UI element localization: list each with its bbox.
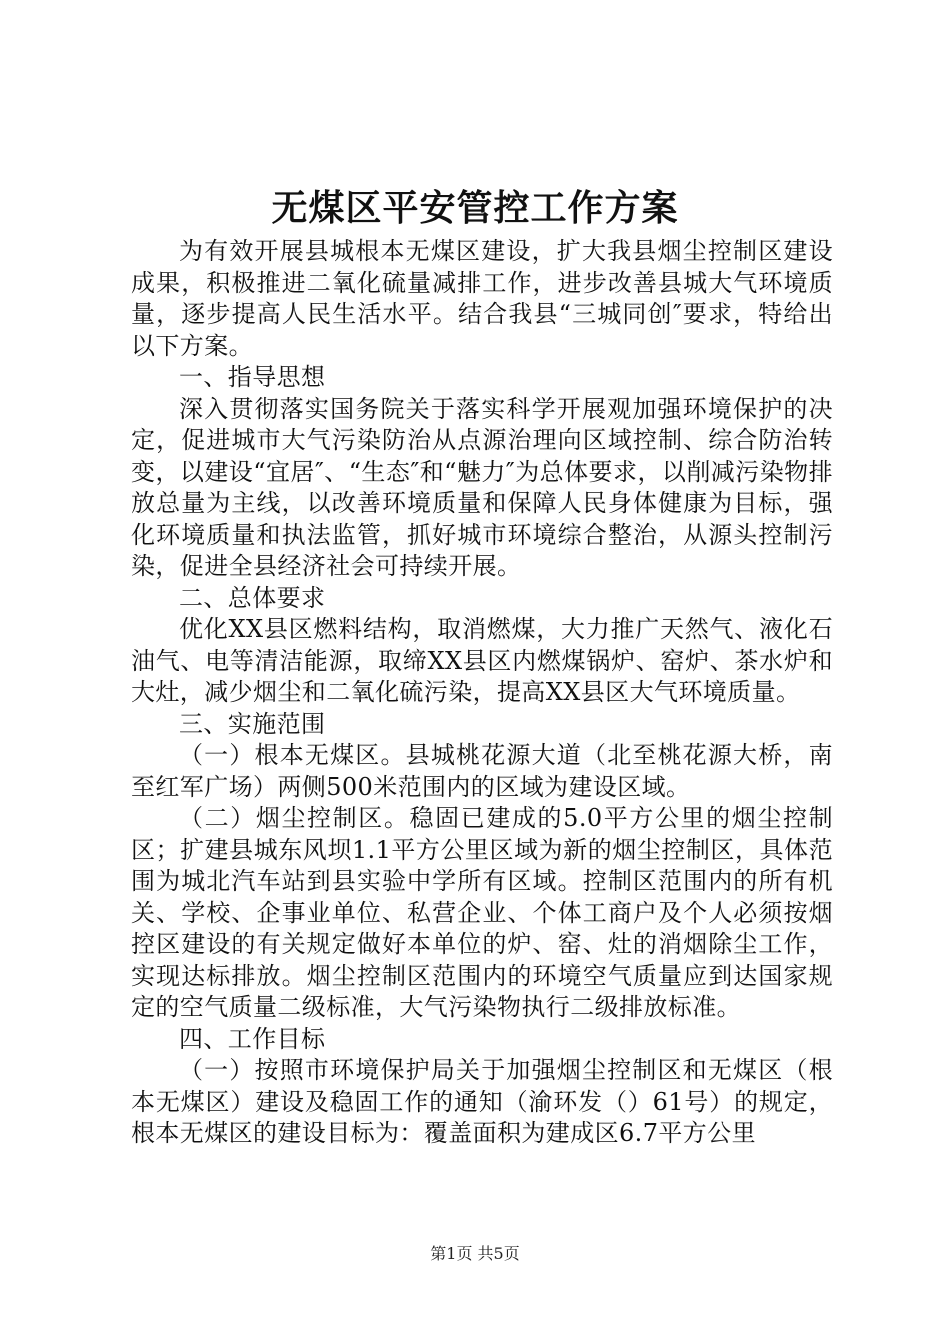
intro-paragraph: 为有效开展县城根本无煤区建设，扩大我县烟尘控制区建设成果，积极推进二氧化硫量减排工作，进步改善县城大气环境质量，逐步提高人民生活水平。结合我县“三城同创″要求，特给出以下方案。	[131, 237, 833, 360]
section-heading-guiding-ideology: 一、指导思想	[179, 363, 326, 391]
guiding-ideology-paragraph: 深入贯彻落实国务院关于落实科学开展观加强环境保护的决定，促进城市大气污染防治从点源治理向区域控制、综合防治转变，以建设“宜居″、“生态″和“魅力″为总体要求，以削减污染物排放总量为主线，以改善环境质量和保障人民身体健康为目标，强化环境质量和执法监管，抓好城市环境综合整治，从源头控制污染，促进全县经济社会可持续开展。	[131, 394, 833, 580]
document-body	[131, 236, 833, 1150]
work-goals-paragraph: （一）按照市环境保护局关于加强烟尘控制区和无煤区（根本无煤区）建设及稳固工作的通知（渝环发（）61号）的规定，根本无煤区的建设目标为：覆盖面积为建成区6.7平方公里	[131, 1056, 833, 1147]
section-heading-work-goals: 四、工作目标	[179, 1024, 326, 1053]
general-requirements-paragraph: 优化XX县区燃料结构，取消燃煤，大力推广天然气、液化石油气、电等清洁能源，取缔XX县区内燃煤锅炉、窑炉、茶水炉和大灶，减少烟尘和二氧化硫污染，提高XX县区大气环境质量。	[131, 615, 833, 706]
section-heading-general-requirements: 二、总体要求	[179, 583, 326, 612]
document-title: 无煤区平安管控工作方案	[271, 187, 679, 229]
scope-smoke-control-paragraph: （二）烟尘控制区。稳固已建成的5.0平方公里的烟尘控制区；扩建县城东风坝1.1平方公里区域为新的烟尘控制区，具体范围为城北汽车站到县实验中学所有区域。控制区范围内的所有机关、学校、企事业单位、私营企业、个体工商户及个人必须按烟控区建设的有关规定做好本单位的炉、窑、灶的消烟除尘工作，实现达标排放。烟尘控制区范围内的环境空气质量应到达国家规定的空气质量二级标准，大气污染物执行二级排放标准。	[131, 804, 833, 1021]
scope-coal-free-paragraph: （一）根本无煤区。县城桃花源大道（北至桃花源大桥，南至红军广场）两侧500米范围内的区域为建设区域。	[131, 741, 833, 801]
page-footer: 第1页 共5页	[430, 1244, 520, 1263]
section-heading-implementation-scope: 三、实施范围	[179, 709, 326, 738]
